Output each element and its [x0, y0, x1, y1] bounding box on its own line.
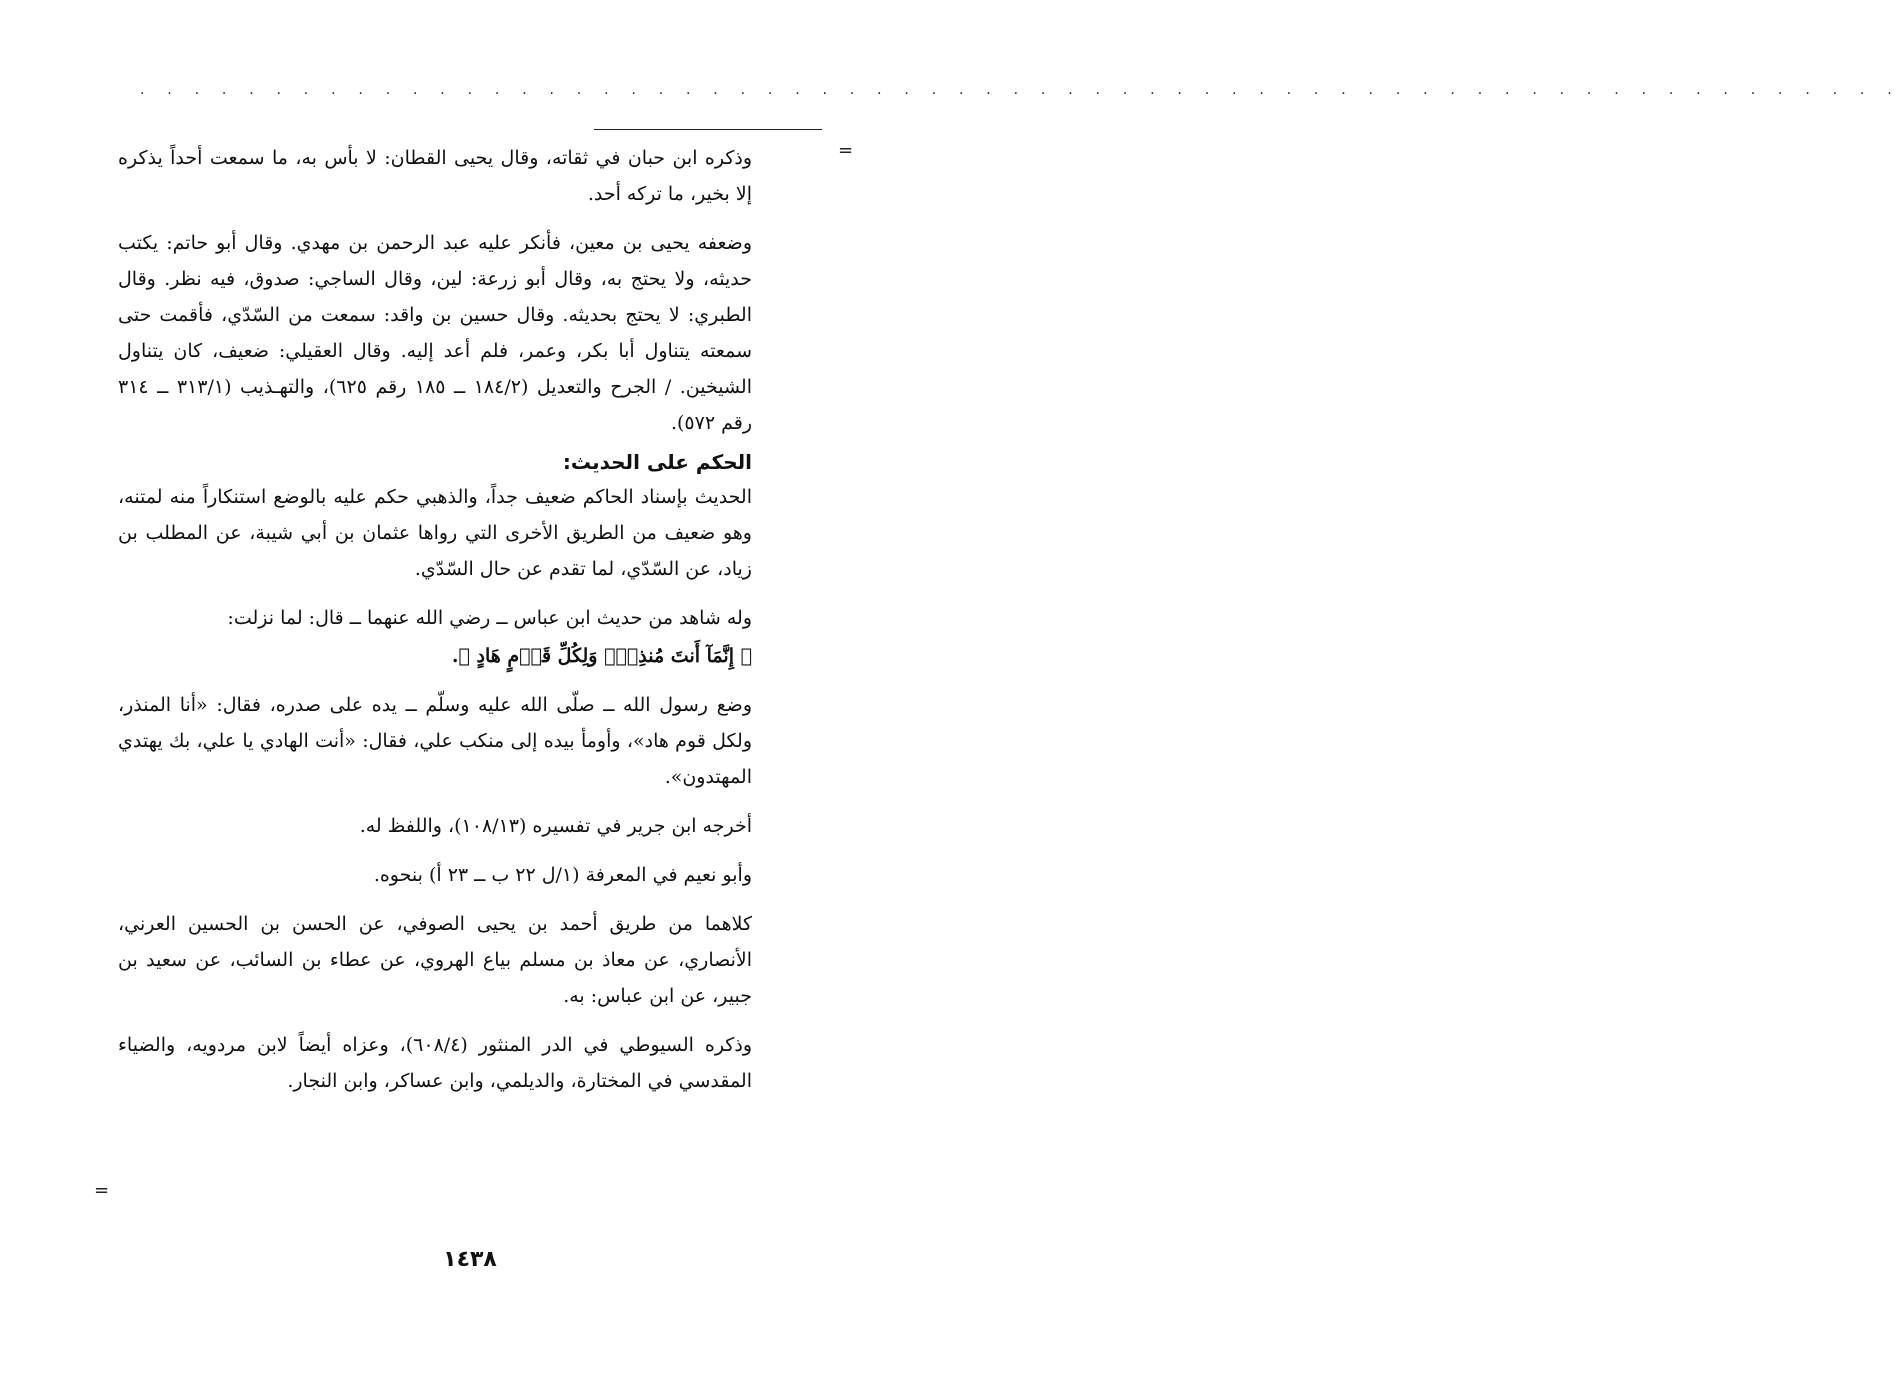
ruling-heading: الحكم على الحديث:	[562, 450, 752, 474]
paragraph-ibn-jarir: أخرجه ابن جرير في تفسيره (١٠٨/١٣)، واللفظ له.	[359, 815, 752, 837]
page-number: ١٤٣٨	[443, 1247, 497, 1272]
paragraph-hadith-text: وضع رسول الله ــ صلّى الله عليه وسلّم ــ يده على صدره، فقال: «أنا المنذر، ولكل قوم هاد»، وأومأ بيده إلى منكب علي، فقال: «أنت الهادي يا علي، بك يهتدي المهتدون».	[118, 694, 752, 788]
paragraph-criticism: وضعفه يحيى بن معين، فأنكر عليه عبد الرحمن بن مهدي. وقال أبو حاتم: يكتب حديثه، ولا يحتج به، وقال أبو زرعة: لين، وقال الساجي: صدوق، فيه نظر. وقال الطبري: لا يحتج بحديثه. وقال حسين بن واقد: سمعت من السّدّي، فأقمت حتى سمعته يتناول أبا بكر، وعمر، فلم أعد إليه. وقال العقيلي: ضعيف، كان يتناول الشيخين. / الجرح والتعديل (١٨٤/٢ ــ ١٨٥ رقم ٦٢٥)، والتهـذيب (٣١٣/١ ــ ٣١٤ رقم ٥٧٢).	[118, 232, 753, 434]
dotted-separator: . . . . . . . . . . . . . . . . . . . . . . . . . . . . . . . . . . . . . . . . . . . . . . . . . . . . . . . . . . . . . . . . .	[140, 82, 1901, 98]
paragraph-witness: وله شاهد من حديث ابن عباس ــ رضي الله عنهما ــ قال: لما نزلت:	[227, 607, 752, 629]
paragraph-abu-nuaym: وأبو نعيم في المعرفة (١/ل ٢٢ ب ــ ٢٣ أ) بنحوه.	[373, 864, 752, 886]
paragraph-suyuti: وذكره السيوطي في الدر المنثور (٦٠٨/٤)، وعزاه أيضاً لابن مردويه، والضياء المقدسي في المختارة، والديلمي، وابن عساكر، وابن النجار.	[118, 1034, 752, 1092]
paragraph-chain: كلاهما من طريق أحمد بن يحيى الصوفي، عن الحسن بن الحسين العرني، الأنصاري، عن معاذ بن مسلم بياع الهروي، عن عطاء بن السائب، عن سعيد بن جبير، عن ابن عباس: به.	[118, 913, 752, 1007]
footnote-rule	[594, 129, 822, 130]
paragraph-ruling: الحديث بإسناد الحاكم ضعيف جداً، والذهبي حكم عليه بالوضع استنكاراً منه لمتنه، وهو ضعيف من الطريق الأخرى التي رواها عثمان بن أبي شيبة، عن المطلب بن زياد، عن السّدّي، لما تقدم عن حال السّدّي.	[118, 486, 752, 580]
paragraph-ibn-hibban: وذكره ابن حبان في ثقاته، وقال يحيى القطان: لا بأس به، ما سمعت أحداً يذكره إلا بخير، ما تركه أحد.	[118, 147, 752, 205]
quran-verse: ﴿ إِنَّمَآ أَنتَ مُنذِرٌۖ وَلِكُلِّ قَوۡمٍ هَادٍ ﴾.	[451, 645, 752, 667]
footnote-text	[118, 140, 752, 1112]
continuation-mark-top: =	[838, 140, 854, 161]
continuation-mark-bottom: =	[94, 1180, 110, 1201]
